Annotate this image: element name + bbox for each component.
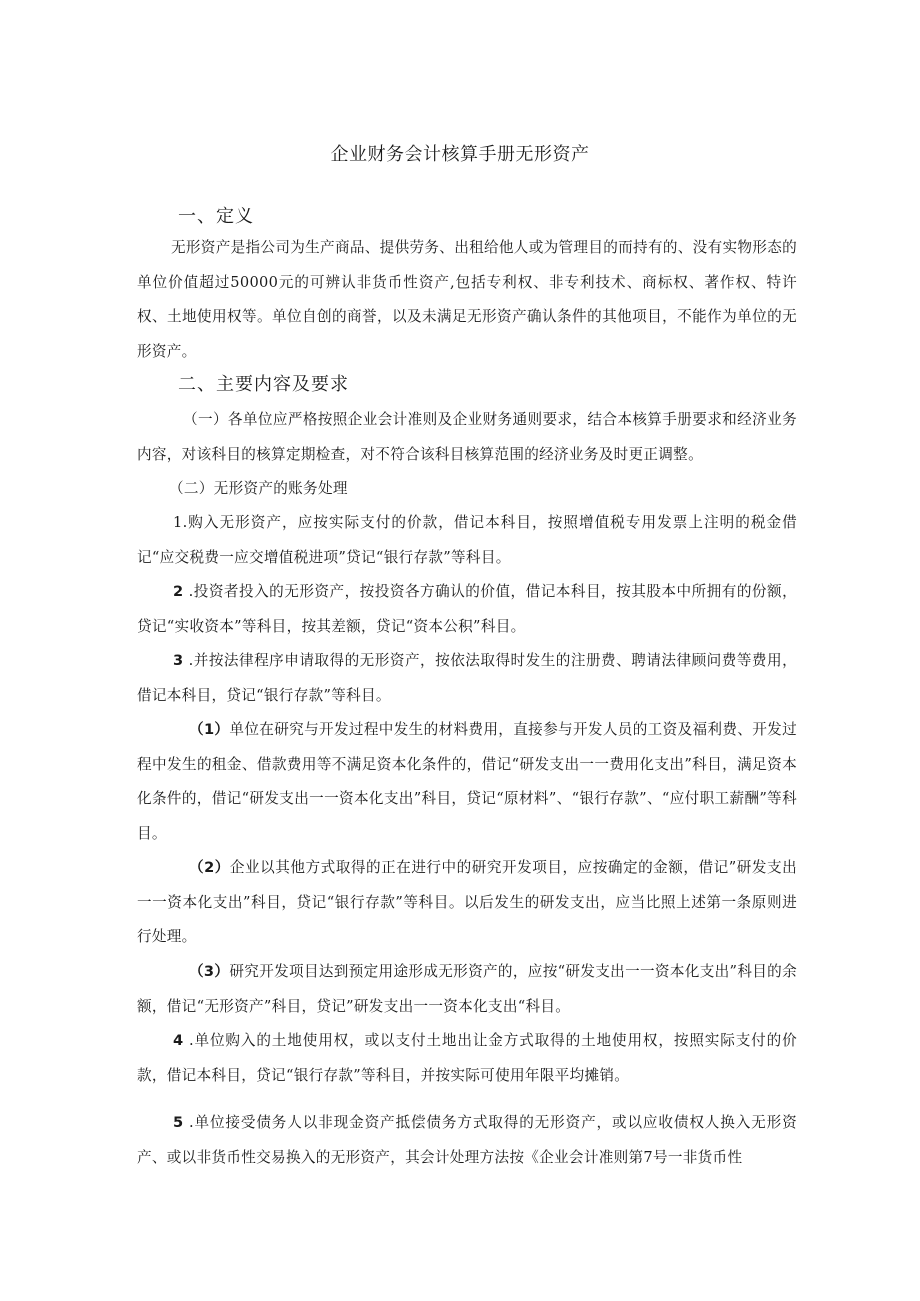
item-5-paragraph xyxy=(137,1106,797,1175)
requirements-paragraph-2: （二）无形资产的账务处理 xyxy=(169,480,348,497)
item-2-paragraph xyxy=(137,575,797,644)
item-4-text: .单位购入的土地使用权，或以支付土地出让金方式取得的土地使用权，按照实际支付的价款，借记本科目，贷记“银行存款”等科目，并按实际可使用年限平均摊销。 xyxy=(137,1032,797,1084)
sub-item-1-text: 单位在研究与开发过程中发生的材料费用，直接参与开发人员的工资及福利费、开发过程中发生的租金、借款费用等不满足资本化条件的，借记“研发支出一一费用化支出”科目，满足资本化条件的，借记“研发支出一一资本化支出”科目，贷记“原材料”、“银行存款”、“应付职工薪酬”等科目。 xyxy=(137,721,798,842)
sub-item-1-number: （1） xyxy=(189,721,230,738)
sub-item-3-paragraph xyxy=(137,955,797,1024)
section-heading-requirements: 二、主要内容及要求 xyxy=(178,374,349,395)
item-5-number: 5 xyxy=(173,1114,184,1131)
item-4-paragraph xyxy=(137,1024,797,1093)
item-5-text: .单位接受债务人以非现金资产抵偿债务方式取得的无形资产，或以应收债权人换入无形资产、或以非货币性交易换入的无形资产，其会计处理方法按《企业会计准则第7号一非货币性 xyxy=(137,1114,797,1166)
document-title: 企业财务会计核算手册无形资产 xyxy=(330,144,590,165)
item-4-number: 4 xyxy=(173,1032,184,1049)
item-3-number: 3 xyxy=(173,652,184,669)
section-heading-definition: 一、定义 xyxy=(178,206,254,227)
sub-item-3-number: （3） xyxy=(189,963,230,980)
item-3-text: .并按法律程序申请取得的无形资产，按依法取得时发生的注册费、聘请法律顾问费等费用，借记本科目，贷记“银行存款”等科目。 xyxy=(137,652,797,704)
item-2-text: .投资者投入的无形资产，按投资各方确认的价值，借记本科目，按其股本中所拥有的份额，贷记“实收资本”等科目，按其差额，贷记“资本公积”科目。 xyxy=(137,583,797,635)
sub-item-2-number: （2） xyxy=(189,859,230,876)
item-1-paragraph: 1.购入无形资产，应按实际支付的价款，借记本科目，按照增值税专用发票上注明的税金借记“应交税费一应交增值税进项”贷记“银行存款”等科目。 xyxy=(137,514,797,566)
requirements-paragraph-1: （一）各单位应严格按照企业会计准则及企业财务通则要求，结合本核算手册要求和经济业务内容，对该科目的核算定期检查，对不符合该科目核算范围的经济业务及时更正调整。 xyxy=(137,411,797,463)
item-3-paragraph xyxy=(137,644,797,713)
sub-item-2-text: 企业以其他方式取得的正在进行中的研究开发项目，应按确定的金额，借记”研发支出一一资本化支出”科目，贷记“银行存款”等科目。以后发生的研发支出，应当比照上述第一条原则进行处理。 xyxy=(137,859,797,945)
definition-paragraph: 无形资产是指公司为生产商品、提供劳务、出租给他人或为管理目的而持有的、没有实物形态的单位价值超过50000元的可辨认非货币性资产,包括专利权、非专利技术、商标权、著作权、特许权、土地使用权等。单位自创的商誉，以及未满足无形资产确认条件的其他项目，不能作为单位的无形资产。 xyxy=(137,239,797,360)
sub-item-3-text: 研究开发项目达到预定用途形成无形资产的，应按“研发支出一一资本化支出”科目的余额，借记“无形资产”科目，贷记”研发支出一一资本化支出“科目。 xyxy=(137,963,797,1015)
sub-item-1-paragraph xyxy=(137,713,797,851)
sub-item-2-paragraph xyxy=(137,851,797,955)
item-2-number: 2 xyxy=(173,583,184,600)
